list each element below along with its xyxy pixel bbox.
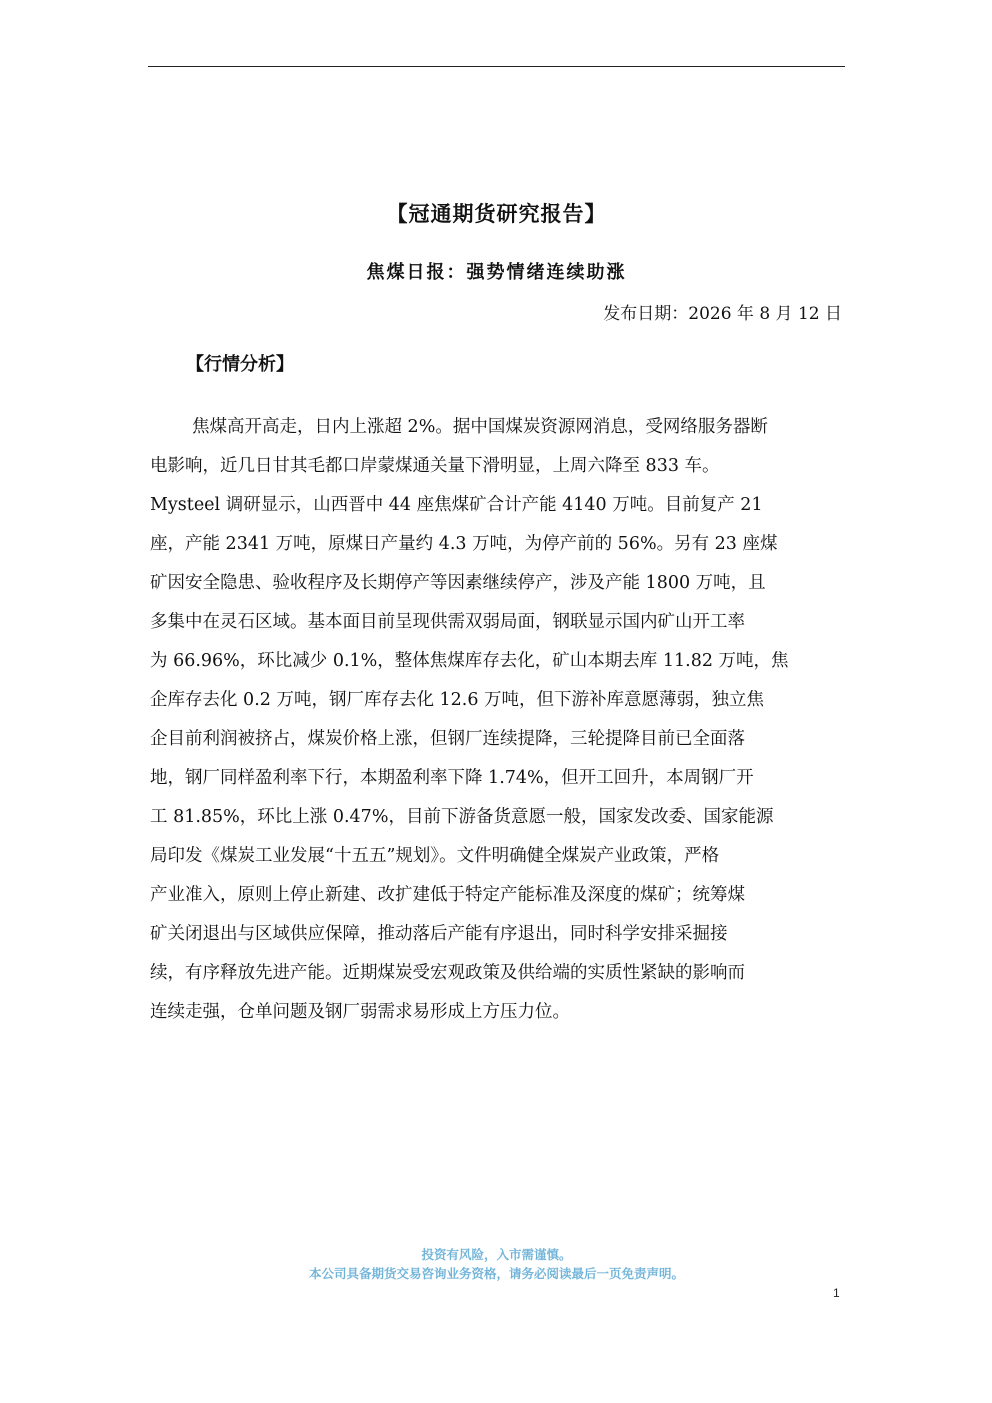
paragraph-line: 为 66.96%，环比减少 0.1%，整体焦煤库存去化，矿山本期去库 11.82 万吨，焦 — [150, 651, 789, 671]
paragraph-line: 矿因安全隐患、验收程序及长期停产等因素继续停产，涉及产能 1800 万吨，且 — [150, 573, 766, 593]
paragraph-line: 焦煤高开高走，日内上涨超 2%。据中国煤炭资源网消息，受网络服务器断 — [192, 417, 768, 437]
qualification-notice: 本公司具备期货交易咨询业务资格，请务必阅读最后一页免责声明。 — [308, 1266, 684, 1281]
paragraph-line: 地，钢厂同样盈利率下行，本期盈利率下降 1.74%，但开工回升，本周钢厂开 — [150, 768, 754, 788]
report-title: 【冠通期货研究报告】 — [386, 201, 607, 226]
paragraph-line: 续，有序释放先进产能。近期煤炭受宏观政策及供给端的实质性紧缺的影响而 — [150, 963, 745, 983]
paragraph-line: Mysteel 调研显示，山西晋中 44 座焦煤矿合计产能 4140 万吨。目前复产 21 — [150, 495, 763, 515]
report-subtitle: 焦煤日报：强势情绪连续助涨 — [366, 262, 627, 283]
paragraph-line: 多集中在灵石区域。基本面目前呈现供需双弱局面，钢联显示国内矿山开工率 — [150, 612, 745, 632]
paragraph-line: 企库存去化 0.2 万吨，钢厂库存去化 12.6 万吨，但下游补库意愿薄弱，独立焦 — [150, 690, 765, 710]
paragraph-line: 产业准入，原则上停止新建、改扩建低于特定产能标准及深度的煤矿；统筹煤 — [150, 885, 745, 905]
paragraph-line: 座，产能 2341 万吨，原煤日产量约 4.3 万吨，为停产前的 56%。另有 23 座煤 — [150, 534, 778, 554]
page-number: 1 — [833, 1286, 840, 1300]
market-analysis-paragraph — [150, 408, 842, 1032]
paragraph-line: 企目前利润被挤占，煤炭价格上涨，但钢厂连续提降，三轮提降目前已全面落 — [150, 729, 745, 749]
publish-date: 发布日期：2026 年 8 月 12 日 — [603, 304, 842, 324]
footer-disclaimer — [148, 1245, 845, 1283]
paragraph-line: 电影响，近几日甘其毛都口岸蒙煤通关量下滑明显，上周六降至 833 车。 — [150, 456, 720, 476]
paragraph-line: 矿关闭退出与区域供应保障，推动落后产能有序退出，同时科学安排采掘接 — [150, 924, 728, 944]
paragraph-line: 局印发《煤炭工业发展“十五五”规划》。文件明确健全煤炭产业政策，严格 — [150, 846, 720, 866]
risk-notice: 投资有风险，入市需谨慎。 — [421, 1247, 572, 1262]
paragraph-line: 工 81.85%，环比上涨 0.47%，目前下游备货意愿一般，国家发改委、国家能源 — [150, 807, 774, 827]
paragraph-line: 连续走强，仓单问题及钢厂弱需求易形成上方压力位。 — [150, 1002, 570, 1022]
header-rule — [148, 66, 845, 67]
section-heading-market-analysis: 【行情分析】 — [186, 354, 294, 375]
